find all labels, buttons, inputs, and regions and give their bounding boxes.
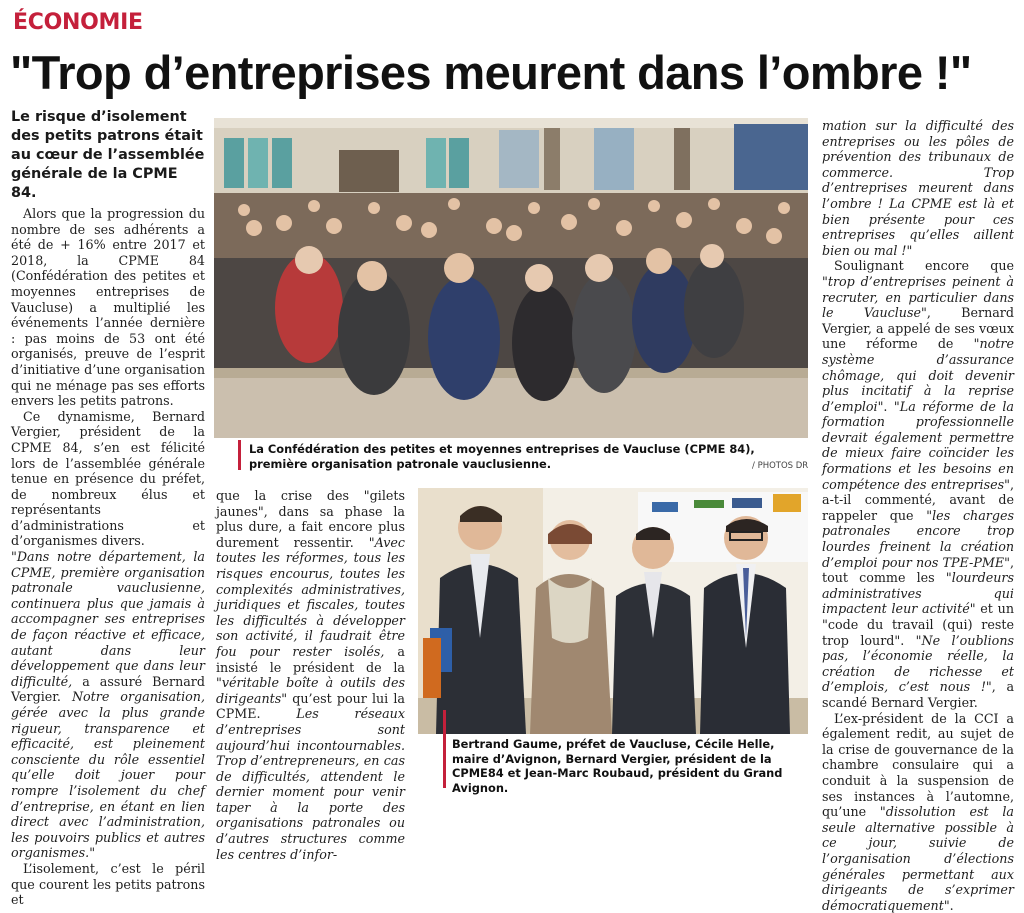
text-run: a insisté le président de la " — [216, 643, 405, 691]
quote-text: notre système d’assurance chômage, qui doit devenir plus incitatif à la reprise d’emploi — [822, 336, 1014, 414]
text-run: ". " — [877, 398, 900, 414]
text-run: Soulignant encore que " — [822, 258, 1014, 289]
quote-text: mation sur la difficulté des entreprises ou les pôles de prévention des tribunaux de commerce. Trop d’entreprises meurent dans l’ombre ! La CPME est là et bien présente pour ces entreprises qu’elles aillent bien ou mal ! — [822, 118, 1014, 258]
quote-text: trop d’entreprises peinent à recruter, en particulier dans le Vaucluse — [822, 273, 1014, 321]
col1-paragraph-1: Alors que la progression du nombre de ses adhérents a été de + 16% entre 2017 et 2018, la CPME 84 (Confédération des petites et moyennes entreprises de Vaucluse) a multiplié les événements l’année dernière : pas moins de 53 ont été organisés, preuve de l’esprit d’initiative d’une organisation qui ne ménage pas ses efforts envers les petits patrons. — [11, 206, 205, 409]
caption-accent-bar — [443, 710, 446, 788]
quote-text: véritable boîte à outils des dirigeants — [216, 675, 405, 706]
text-run: ", tout comme les " — [822, 554, 1014, 586]
quote-text: La réforme de la formation professionnelle devrait également permettre de mieux faire coïncider les formations et les besoins en compétence des entreprises — [822, 398, 1014, 492]
text-run: ". — [943, 897, 954, 913]
col1-paragraph-3 — [11, 549, 205, 861]
text-run: ", Bernard Vergier, a appelé de ses vœux une réforme de " — [822, 305, 1014, 352]
photo2-caption: Bertrand Gaume, préfet de Vaucluse, Cécile Helle, maire d’Avignon, Bernard Vergier, président de la CPME84 et Jean-Marc Roubaud, président du Grand Avignon. — [452, 737, 783, 795]
quote-text: dissolution est la seule alternative possible à ce jour, suivie de l’organisation d’élections générales permettant aux dirigeants de s’exprimer démocratiquement — [822, 804, 1014, 913]
text-run: ", a scandé Bernard Vergier. — [822, 679, 1015, 710]
caption-accent-bar — [238, 440, 241, 470]
text-run: " qu’est pour lui la CPME. — [216, 690, 405, 722]
quote-mark: " — [89, 845, 96, 861]
col3-paragraph-2 — [822, 258, 1014, 710]
photo-officials — [418, 488, 808, 734]
col1-paragraph-4: L’isolement, c’est le péril que courent les petits patrons et — [11, 860, 205, 908]
col3-paragraph-1 — [822, 118, 1014, 258]
text-run: " et un "code du travail (qui) reste trop lourd". " — [822, 601, 1014, 648]
lede: Le risque d’isolement des petits patrons était au cœur de l’assemblée générale de la CPME 84. — [11, 109, 205, 201]
quote-mark: " — [11, 549, 17, 565]
quote-text: lourdeurs administratives qui impactent leur activité — [822, 570, 1014, 617]
quote-text: Les réseaux d’entreprises sont aujourd’hui incontournables. Trop d’entrepreneurs, en cas de difficultés, attendent le dernier moment pour venir taper à la porte des organisations patronales ou d’autres structures comme les centres d’infor- — [216, 706, 405, 862]
photo1-caption: La Confédération des petites et moyennes entreprises de Vaucluse (CPME 84), première organisation patronale vauclusienne. — [249, 442, 755, 471]
photo-credit: / PHOTOS DR — [752, 461, 809, 471]
quote-text: Notre organisation, gérée avec la plus grande rigueur, transparence et efficacité, est pleinement consciente du rôle essentiel qu’elle doit jouer pour rompre l’isolement du chef d’entreprise, en étant en lien direct avec l’administration, les pouvoirs publics et autres organismes. — [11, 689, 206, 861]
text-run: ", a-t-il commenté, avant de rappeler que " — [822, 476, 1014, 523]
quote-text: Dans notre département, la CPME, première organisation patronale vauclusienne, continuera plus que jamais à accompagner ses entreprises de façon réactive et efficace, autant dans leur développement que dans leur difficulté, — [11, 549, 205, 689]
officials-illustration — [418, 488, 808, 734]
attribution: a assuré Bernard Vergier. — [11, 673, 205, 705]
section-rubric: ÉCONOMIE — [13, 10, 143, 35]
article-column-3 — [822, 118, 1014, 913]
col3-paragraph-3 — [822, 711, 1014, 913]
audience-illustration — [214, 118, 808, 438]
photo-assembly-audience — [214, 118, 808, 438]
text-run: que la crise des "gilets jaunes", dans sa phase la plus dure, a fait encore plus durement ressentir. " — [216, 488, 405, 550]
quote-mark: " — [906, 242, 913, 258]
col2-paragraph-1 — [216, 488, 405, 862]
article-column-1 — [11, 206, 205, 908]
headline: "Trop d’entreprises meurent dans l’ombre !" — [10, 46, 972, 99]
col1-paragraph-2: Ce dynamisme, Bernard Vergier, président de la CPME 84, s’en est félicité lors de l’assemblée générale tenue en présence du préfet, de nombreux élus et représentants d’administrations et d’organismes divers. — [11, 408, 205, 549]
quote-text: Ne l’oublions pas, l’économie réelle, la création de richesse et d’emplois, c’est nous ! — [822, 632, 1014, 695]
quote-text: les charges patronales encore trop lourdes freinent la création d’emploi pour nos TPE-PME — [822, 507, 1014, 570]
quote-text: Avec toutes les réformes, tous les risques encourus, toutes les complexités administratives, juridiques et fiscales, toutes les difficultés à développer son activité, il faudrait être fou pour rester isolés, — [216, 534, 405, 659]
text-run: L’ex-président de la CCI a également redit, au sujet de la crise de gouvernance de la chambre consulaire qui a conduit à la suspension de ses instances à l’automne, qu’une " — [822, 710, 1014, 820]
article-column-2 — [216, 488, 405, 862]
